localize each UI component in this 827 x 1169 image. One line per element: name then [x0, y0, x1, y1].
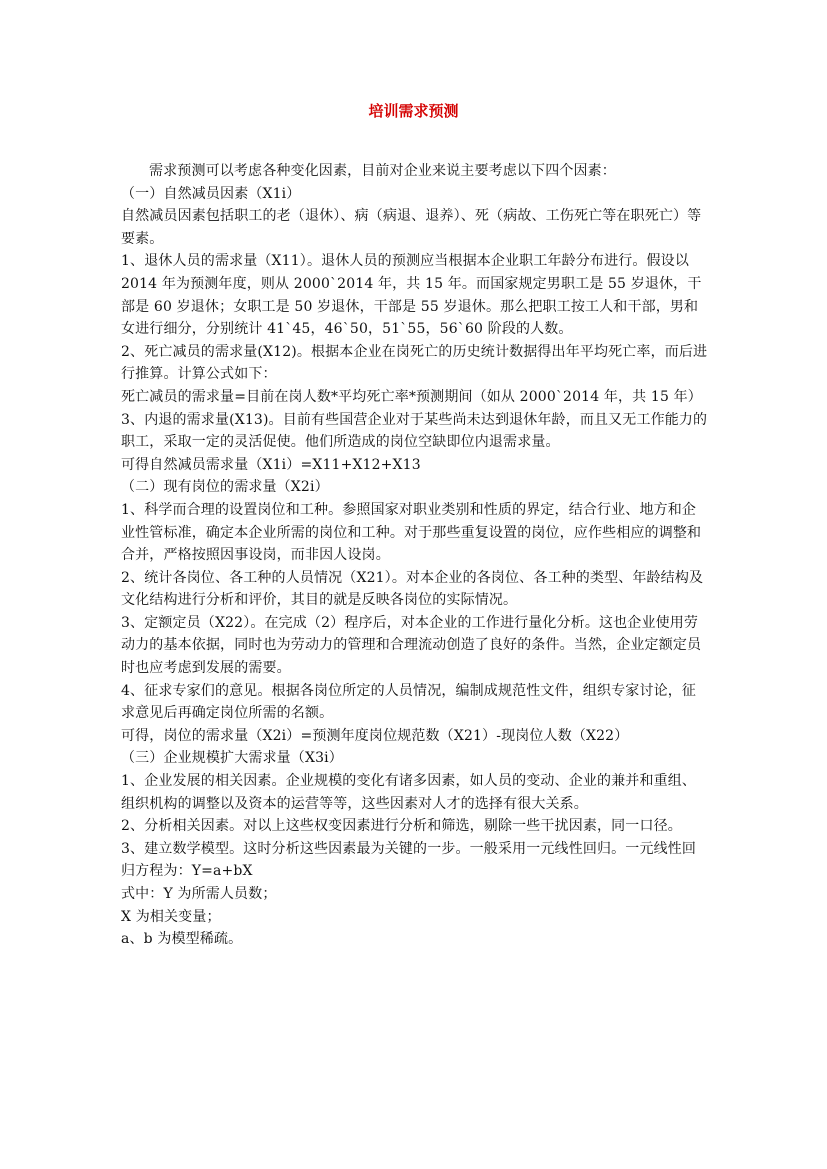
paragraph: 3、定额定员（X22）。在完成（2）程序后，对本企业的工作进行量化分析。这也企业使用劳动力的基本依据，同时也为劳动力的管理和合理流动创造了良好的条件。当然，企业定额定员时也应考虑到发展的需要。	[121, 614, 702, 677]
paragraph: a、b 为模型稀疏。	[121, 931, 243, 948]
paragraph: 2、统计各岗位、各工种的人员情况（X21）。对本企业的各岗位、各工种的类型、年龄结构及文化结构进行分析和评价，其目的就是反映各岗位的实际情况。	[121, 569, 704, 609]
section-heading-natural-attrition: （一）自然减员因素（X1i）	[121, 185, 301, 202]
document-title: 培训需求预测	[368, 102, 459, 120]
formula-paragraph: 死亡减员的需求量=目前在岗人数*平均死亡率*预测期间（如从 2000`2014 年，共 15 年）	[121, 388, 702, 405]
paragraph: 式中：Y 为所需人员数；	[121, 886, 277, 902]
paragraph: X 为相关变量；	[121, 908, 221, 925]
paragraph: 1、退休人员的需求量（X11）。退休人员的预测应当根据本企业职工年龄分布进行。假设以 2014 年为预测年度，则从 2000`2014 年，共 15 年。而国家规定男职工是 55 岁退休，干部是 60 岁退休；女职工是 50 岁退休，干部是 55 岁退休。那么把职工按工人和干部，男和女进行细分，分别统计 41`45，46`50，51`55，56`60 阶段的人数。	[121, 253, 702, 338]
paragraph: 3、内退的需求量(X13)。目前有些国营企业对于某些尚未达到退休年龄，而且又无工作能力的职工，采取一定的灵活促使。他们所造成的岗位空缺即位内退需求量。	[121, 411, 708, 451]
paragraph: 自然减员因素包括职工的老（退休）、病（病退、退养）、死（病故、工伤死亡等在职死亡）等要素。	[121, 208, 702, 247]
section-heading-existing-positions: （二）现有岗位的需求量（X2i）	[121, 479, 329, 496]
formula-paragraph: 可得，岗位的需求量（X2i）=预测年度岗位规范数（X21）-现岗位人数（X22）	[121, 727, 629, 744]
document-body	[121, 160, 709, 951]
paragraph: 1、企业发展的相关因素。企业规模的变化有诸多因素，如人员的变动、企业的兼并和重组、组织机构的调整以及资本的运营等等，这些因素对人才的选择有很大关系。	[121, 773, 697, 812]
paragraph: 4、征求专家们的意见。根据各岗位所定的人员情况，编制成规范性文件，组织专家讨论，征求意见后再确定岗位所需的名额。	[121, 682, 697, 722]
paragraph: 3、建立数学模型。这时分析这些因素最为关键的一步。一般采用一元线性回归。一元线性回归方程为：Y=a+bX	[121, 840, 697, 880]
paragraph: 2、死亡减员的需求量(X12)。根据本企业在岗死亡的历史统计数据得出年平均死亡率，而后进行推算。计算公式如下：	[121, 343, 708, 383]
intro-paragraph: 需求预测可以考虑各种变化因素，目前对企业来说主要考虑以下四个因素：	[149, 163, 616, 179]
paragraph: 2、分析相关因素。对以上这些权变因素进行分析和筛选，剔除一些干扰因素，同一口径。	[121, 818, 682, 835]
paragraph: 1、科学而合理的设置岗位和工种。参照国家对职业类别和性质的界定，结合行业、地方和企业性管标准，确定本企业所需的岗位和工种。对于那些重复设置的岗位，应作些相应的调整和合并，严格按照因事设岗，而非因人设岗。	[121, 501, 702, 564]
formula-paragraph: 可得自然减员需求量（X1i）=X11+X12+X13	[121, 456, 421, 473]
section-heading-scale-expansion: （三）企业规模扩大需求量（X3i）	[121, 750, 343, 767]
